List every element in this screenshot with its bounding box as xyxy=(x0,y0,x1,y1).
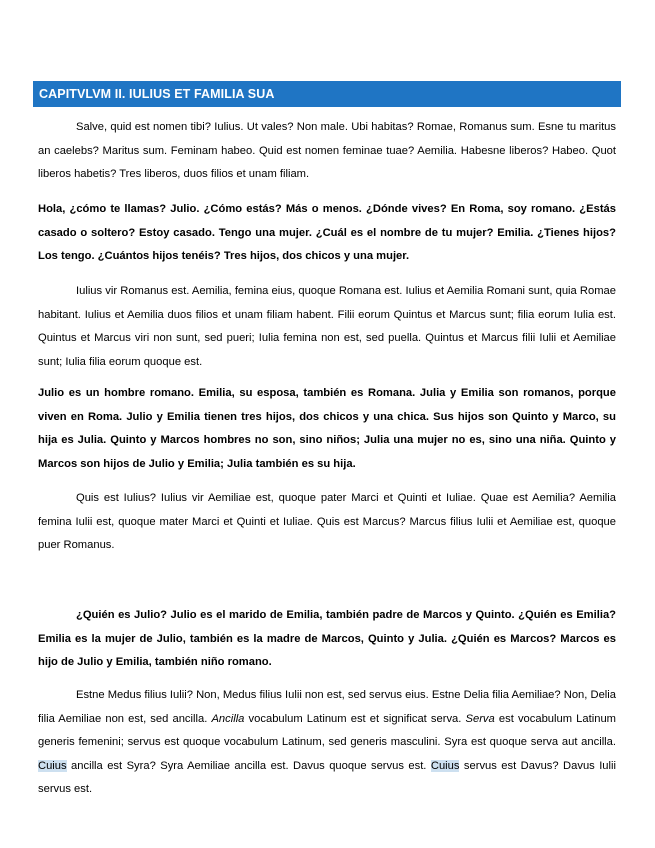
latin-paragraph-3: Quis est Iulius? Iulius vir Aemiliae est, quoque pater Marci et Quinti et Iuliae. Quae est Aemilia? Aemilia femina Iulii est, quoque mater Marci et Quinti et Iuliae. Quis est Marcus? Marcus filius Iulii et Aemiliae est, quoque puer Romanus. xyxy=(38,492,616,551)
highlighted-word-cuius-2: Cuius xyxy=(430,759,460,772)
latin-paragraph-4-part-4: ancilla est Syra? Syra Aemiliae ancilla est. Davus quoque servus est. xyxy=(66,759,431,772)
spanish-paragraph-3: ¿Quién es Julio? Julio es el marido de Emilia, también padre de Marcos y Quinto. ¿Quién es Emilia? Emilia es la mujer de Julio, también es la madre de Marcos, Quinto y Julia. ¿Quién es Marcos? Marcos es hijo de Julio y Emilia, también niño romano. xyxy=(38,609,616,668)
word-ancilla: Ancilla xyxy=(211,712,245,725)
latin-paragraph-1: Salve, quid est nomen tibi? Iulius. Ut vales? Non male. Ubi habitas? Romae, Romanus sum. Esne tu maritus an caelebs? Maritus sum. Feminam habeo. Quid est nomen feminae tuae? Aemilia. Habesne liberos? Habeo. Quot liberos habetis? Tres liberos, duos filios et unam filiam. xyxy=(38,121,616,180)
word-serva: Serva xyxy=(465,712,495,725)
highlighted-word-cuius-1: Cuius xyxy=(38,759,67,772)
latin-paragraph-4-part-1: Estne Medus filius Iulii? Non, Medus filius Iulii non est, sed servus eius. Estne Delia filia Aemiliae? Non, Delia filia Aemiliae non est, sed ancilla. xyxy=(38,689,616,725)
latin-paragraph-4 xyxy=(38,684,616,802)
latin-paragraph-4-part-2: vocabulum Latinum est et significat serva. xyxy=(244,712,466,725)
spanish-paragraph-1: Hola, ¿cómo te llamas? Julio. ¿Cómo estás? Más o menos. ¿Dónde vives? En Roma, soy romano. ¿Estás casado o soltero? Estoy casado. Tengo una mujer. ¿Cuál es el nombre de tu mujer? Emilia. ¿Tienes hijos? Los tengo. ¿Cuántos hijos tenéis? Tres hijos, dos chicos y una mujer. xyxy=(38,203,616,262)
spanish-paragraph-2: Julio es un hombre romano. Emilia, su esposa, también es Romana. Julia y Emilia son romanos, porque viven en Roma. Julio y Emilia tienen tres hijos, dos chicos y una chica. Sus hijos son Quinto y Marco, su hija es Julia. Quinto y Marcos hombres no son, sino niños; Julia una mujer no es, sino una niña. Quinto y Marcos son hijos de Julio y Emilia; Julia también es su hija. xyxy=(38,387,616,470)
chapter-heading: CAPITVLVM II. IULIUS ET FAMILIA SUA xyxy=(33,81,621,107)
latin-paragraph-4-part-3: est vocabulum Latinum generis femenini; servus est quoque vocabulum Latinum, sed generis masculini. Syra est quoque serva aut ancilla. xyxy=(38,712,616,748)
latin-paragraph-2: Iulius vir Romanus est. Aemilia, femina eius, quoque Romana est. Iulius et Aemilia Romani sunt, quia Romae habitant. Iulius et Aemilia duos filios et unam filiam habent. Filii eorum Quintus et Marcus sunt; filia eorum Iulia est. Quintus et Marcus viri non sunt, sed pueri; Iulia femina non est, sed puella. Quintus et Marcus filii Iulii et Aemiliae sunt; Iulia filia eorum quoque est. xyxy=(38,285,616,368)
latin-paragraph-4-part-5: servus est Davus? Davus Iulii servus est. xyxy=(38,759,616,795)
